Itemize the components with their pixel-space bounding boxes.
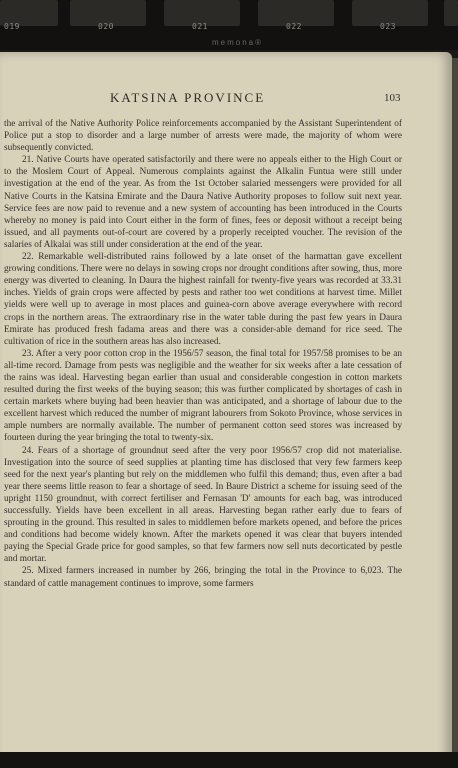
page-edge xyxy=(452,58,458,764)
film-frame xyxy=(444,0,458,26)
paragraph: 21. Native Courts have operated satisfactorily and there were no appeals either to the High Court or to the Moslem Court of Appeal. Numerous complaints against the Alkalin Funtua were still under investigation at the end of the year. As from the 1st October salaried messengers were provided for all Native Courts in the Katsina Emirate and the Daura Native Authority proposes to follow suit next year. Service fees are now paid to revenue and a new system of accounting has been introduced in the Courts whereby no money is paid into Court either in the form of fines, fees or deposit without a receipt being issued, and all payments out-of-court are covered by a properly receipted voucher. The revision of the salaries of Alkalai was still under consideration at the end of the year. xyxy=(4,155,402,250)
frame-number: 020 xyxy=(98,22,114,31)
scanner-shadow xyxy=(0,752,458,768)
running-header: KATSINA PROVINCE xyxy=(110,90,266,105)
paragraph: 24. Fears of a shortage of groundnut seed after the very poor 1956/57 crop did not materialise. Investigation into the source of seed supplies at planting time has disclosed that very few farmers keep seed for the next year's planting but rely on the middlemen who fulfil this demand; thus, even after a bad year there seems little reason to fear a shortage of seed. In Baure District a scheme for issuing seed of the upright 1150 groundnut, with correct fertiliser and Fernasan 'D' amounts for each bag, was introduced successfully. Yields have been excellent in all areas. Harvesting began rather early due to fears of sprouting in the ground. This resulted in sales to middlemen before markets opened, and before the prices and conditions had become widely known. After the markets opened it was clear that buyers intended paying the Special Grade price for good samples, so that few farmers now sell nuts decorticated by pestle and mortar. xyxy=(4,445,402,565)
paragraph: 22. Remarkable well-distributed rains followed by a late onset of the harmattan gave excellent growing conditions. There were no delays in sowing crops nor drought conditions after sowing, thus, more energy was diverted to cleaning. In Daura the highest rainfall for twenty-five years was recorded at 33.31 inches. Yields of grain crops were affected by pests and rather too wet conditions at harvest time. Millet yields were well up to average in most places and guinea-corn above average everywhere with record crops in the northern areas. The extraordinary rise in the water table during the past few years in Daura Emirate has produced fresh fadama areas and there was a consider-able demand for rice seed. The cultivation of rice in the southern areas has also increased. xyxy=(4,252,402,347)
frame-number: 022 xyxy=(286,22,302,31)
frame-number: 019 xyxy=(4,22,20,31)
film-brand-mark: memona® xyxy=(212,38,264,47)
body-text xyxy=(4,118,402,590)
paragraph: 25. Mixed farmers increased in number by 266, bringing the total in the Province to 6,023. The standard of cattle management continues to improve, some farmers xyxy=(4,566,402,589)
book-page xyxy=(0,52,452,764)
microfilm-strip xyxy=(0,0,458,50)
frame-number: 023 xyxy=(380,22,396,31)
frame-number: 021 xyxy=(192,22,208,31)
paragraph: 23. After a very poor cotton crop in the 1956/57 season, the final total for 1957/58 promises to be an all-time record. Damage from pests was negligible and the weather for six weeks after a late cessation of the rains was ideal. Harvesting began earlier than usual and considerable congestion in cotton markets resulted during the first weeks of the buying season; this was further complicated by shortages of cash in certain markets where buying had been heavier than was anticipated, and a shortage of labour due to the excellent harvest which reduced the number of migrant labourers from Sokoto Province, whose services in ample numbers are normally available. The number of permanent cotton seed stores was increased by fourteen during the year bringing the total to twenty-six. xyxy=(4,348,402,444)
page-number: 103 xyxy=(384,92,401,104)
paragraph: the arrival of the Native Authority Police reinforcements accompanied by the Assistant Superintendent of Police put a stop to disorder and a large number of arrests were made, the majority of whom were subsequently convicted. xyxy=(4,119,402,154)
